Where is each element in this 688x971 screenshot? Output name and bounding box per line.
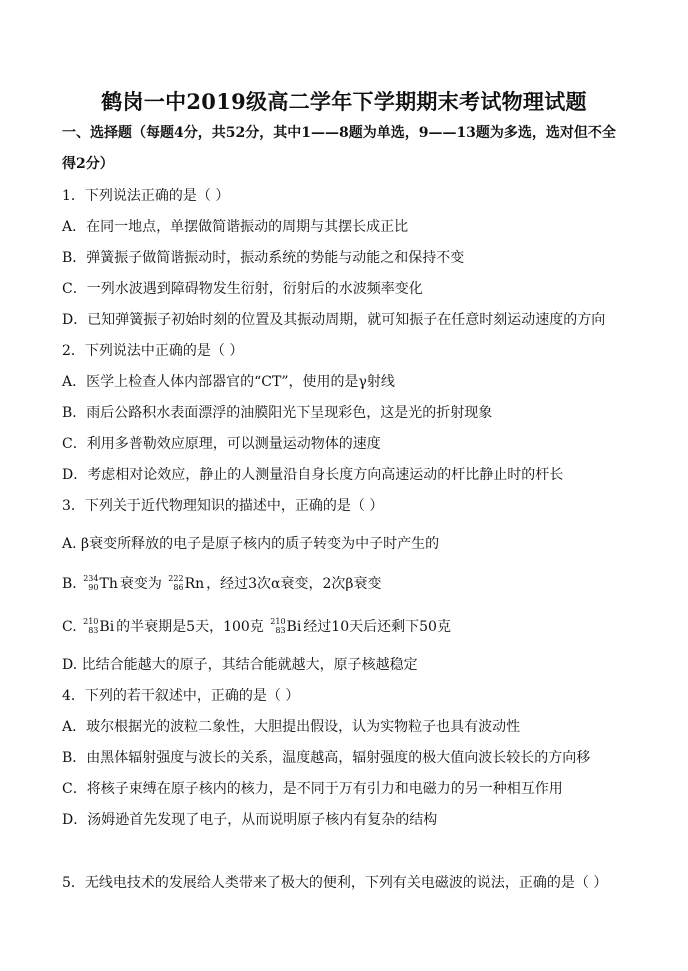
bismuth-atomic-number: 83 — [88, 626, 99, 635]
bismuth-mass-number: 210 — [270, 617, 286, 626]
section-heading — [62, 118, 622, 180]
section-heading-line-2: 得2分） — [62, 156, 114, 172]
question-2-option-b: B．雨后公路积水表面漂浮的油膜阳光下呈现彩色，这是光的折射现象 — [62, 405, 493, 421]
question-1-option-c: C．一列水波遇到障碍物发生衍射，衍射后的水波频率变化 — [62, 281, 423, 297]
option-c-suffix: 经过10天后还剩下50克 — [303, 619, 451, 635]
bismuth-atomic-number: 83 — [275, 626, 286, 635]
radon-nuclide — [168, 575, 204, 593]
bismuth-nuclide-1 — [83, 618, 114, 636]
question-1-option-a: A．在同一地点，单摆做简谐振动的周期与其摆长成正比 — [62, 219, 409, 235]
bismuth-numbers-1 — [83, 617, 98, 635]
option-b-prefix: B. — [62, 576, 77, 592]
radon-numbers — [168, 574, 183, 592]
question-3-option-c — [62, 618, 451, 636]
thorium-mass-number: 234 — [83, 574, 99, 583]
question-4-option-d: D．汤姆逊首先发现了电子，从而说明原子核内有复杂的结构 — [62, 812, 438, 828]
option-b-mid: 衰变为 — [119, 576, 162, 592]
question-4-option-c: C．将核子束缚在原子核内的核力，是不同于万有引力和电磁力的另一种相互作用 — [62, 781, 563, 797]
question-2-stem: 2．下列说法中正确的是（ ） — [62, 343, 244, 359]
question-4-option-a: A．玻尔根据光的波粒二象性，大胆提出假设，认为实物粒子也具有波动性 — [62, 719, 521, 735]
bismuth-mass-number: 210 — [83, 617, 99, 626]
bismuth-symbol: Bi — [286, 619, 302, 635]
question-1-stem: 1．下列说法正确的是（ ） — [62, 188, 230, 204]
question-3-option-b — [62, 575, 382, 593]
option-b-suffix: ，经过3次α衰变，2次β衰变 — [206, 576, 382, 592]
question-2-option-c: C．利用多普勒效应原理，可以测量运动物体的速度 — [62, 436, 381, 452]
option-c-prefix: C. — [62, 619, 77, 635]
bismuth-nuclide-2 — [270, 618, 301, 636]
option-c-mid: 的半衰期是5天，100克 — [116, 619, 264, 635]
question-3-option-a: A. β衰变所释放的电子是原子核内的质子转变为中子时产生的 — [62, 536, 440, 552]
question-3-option-d: D. 比结合能越大的原子，其结合能就越大，原子核越稳定 — [62, 657, 418, 673]
page-title: 鹤岗一中2019级高二学年下学期期末考试物理试题 — [101, 89, 587, 114]
thorium-symbol: Th — [99, 576, 118, 592]
thorium-atomic-number: 90 — [88, 583, 99, 592]
radon-symbol: Rn — [184, 576, 205, 592]
section-heading-line-1: 一、选择题（每题4分，共52分，其中1——8题为单选，9——13题为多选，选对但不全 — [62, 125, 616, 141]
question-1-option-b: B．弹簧振子做简谐振动时，振动系统的势能与动能之和保持不变 — [62, 250, 465, 266]
bismuth-symbol: Bi — [99, 619, 115, 635]
question-2-option-d: D．考虑相对论效应，静止的人测量沿自身长度方向高速运动的杆比静止时的杆长 — [62, 467, 564, 483]
question-5-stem: 5．无线电技术的发展给人类带来了极大的便利，下列有关电磁波的说法，正确的是（ ） — [62, 875, 608, 891]
question-3-stem: 3．下列关于近代物理知识的描述中，正确的是（ ） — [62, 498, 384, 514]
question-2-option-a: A．医学上检查人体内部器官的“CT”，使用的是γ射线 — [62, 374, 395, 390]
thorium-numbers — [83, 574, 98, 592]
radon-atomic-number: 86 — [173, 583, 184, 592]
radon-mass-number: 222 — [168, 574, 184, 583]
bismuth-numbers-2 — [270, 617, 285, 635]
question-4-stem: 4．下列的若干叙述中，正确的是（ ） — [62, 688, 300, 704]
thorium-nuclide — [83, 575, 118, 593]
question-1-option-d: D．已知弹簧振子初始时刻的位置及其振动周期，就可知振子在任意时刻运动速度的方向 — [62, 312, 606, 328]
question-4-option-b: B．由黑体辐射强度与波长的关系，温度越高，辐射强度的极大值向波长较长的方向移 — [62, 750, 591, 766]
